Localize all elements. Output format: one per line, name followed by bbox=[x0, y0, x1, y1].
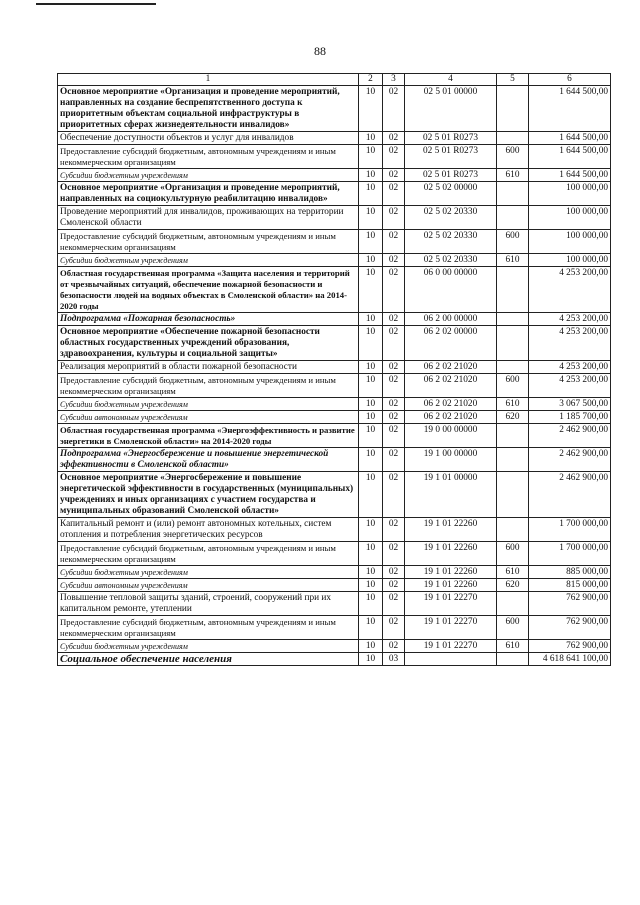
row-amount: 885 000,00 bbox=[529, 566, 611, 579]
row-subsection: 02 bbox=[383, 518, 405, 542]
row-subsection: 02 bbox=[383, 542, 405, 566]
row-subsection: 02 bbox=[383, 326, 405, 361]
row-name: Повышение тепловой защиты зданий, строений, сооружений при их капитальном ремонте, утеплении bbox=[58, 592, 359, 616]
row-section: 10 bbox=[359, 267, 383, 313]
row-amount: 100 000,00 bbox=[529, 182, 611, 206]
row-section: 10 bbox=[359, 640, 383, 653]
row-expense-type: 610 bbox=[497, 566, 529, 579]
row-subsection: 02 bbox=[383, 267, 405, 313]
row-section: 10 bbox=[359, 374, 383, 398]
table-row bbox=[58, 374, 611, 398]
page-number: 88 bbox=[314, 44, 326, 58]
row-name: Предоставление субсидий бюджетным, автономным учреждениям и иным некоммерческим организациям bbox=[58, 145, 359, 169]
table-row bbox=[58, 579, 611, 592]
row-target-code: 06 0 00 00000 bbox=[405, 267, 497, 313]
row-section: 10 bbox=[359, 542, 383, 566]
row-expense-type bbox=[497, 653, 529, 666]
row-expense-type bbox=[497, 182, 529, 206]
row-amount: 1 700 000,00 bbox=[529, 518, 611, 542]
table-row bbox=[58, 267, 611, 313]
row-target-code: 02 5 01 R0273 bbox=[405, 145, 497, 169]
row-amount: 1 644 500,00 bbox=[529, 86, 611, 132]
row-section: 10 bbox=[359, 518, 383, 542]
column-header: 6 bbox=[529, 74, 611, 86]
row-expense-type bbox=[497, 361, 529, 374]
row-target-code: 02 5 01 R0273 bbox=[405, 132, 497, 145]
row-section: 10 bbox=[359, 86, 383, 132]
column-header: 5 bbox=[497, 74, 529, 86]
row-section: 10 bbox=[359, 206, 383, 230]
row-amount: 4 618 641 100,00 bbox=[529, 653, 611, 666]
table-row bbox=[58, 616, 611, 640]
row-target-code: 06 2 02 21020 bbox=[405, 398, 497, 411]
row-name: Основное мероприятие «Организация и проведение мероприятий, направленных на социокультурную реабилитацию инвалидов» bbox=[58, 182, 359, 206]
row-amount: 100 000,00 bbox=[529, 254, 611, 267]
row-expense-type: 610 bbox=[497, 640, 529, 653]
row-name: Областная государственная программа «Защита населения и территорий от чрезвычайных ситуаций, обеспечение пожарной безопасности и безопасности людей на водных объектах в Смоленской области» на 2014-2020 годы bbox=[58, 267, 359, 313]
row-target-code: 19 1 00 00000 bbox=[405, 448, 497, 472]
row-amount: 1 700 000,00 bbox=[529, 542, 611, 566]
row-amount: 1 185 700,00 bbox=[529, 411, 611, 424]
row-expense-type: 600 bbox=[497, 374, 529, 398]
row-subsection: 02 bbox=[383, 472, 405, 518]
row-subsection: 02 bbox=[383, 448, 405, 472]
table-row bbox=[58, 653, 611, 666]
column-header: 1 bbox=[58, 74, 359, 86]
row-target-code: 19 1 01 00000 bbox=[405, 472, 497, 518]
row-amount: 762 900,00 bbox=[529, 640, 611, 653]
row-section: 10 bbox=[359, 579, 383, 592]
table-row bbox=[58, 592, 611, 616]
row-name: Субсидии бюджетным учреждениям bbox=[58, 169, 359, 182]
row-subsection: 02 bbox=[383, 592, 405, 616]
row-name: Капитальный ремонт и (или) ремонт автономных котельных, систем отопления и потребления энергетических ресурсов bbox=[58, 518, 359, 542]
table-row bbox=[58, 132, 611, 145]
row-target-code: 02 5 02 20330 bbox=[405, 230, 497, 254]
row-name: Субсидии автономным учреждениям bbox=[58, 579, 359, 592]
row-subsection: 02 bbox=[383, 640, 405, 653]
row-section: 10 bbox=[359, 313, 383, 326]
table-row bbox=[58, 542, 611, 566]
table-header-row bbox=[58, 74, 611, 86]
row-target-code: 02 5 02 20330 bbox=[405, 254, 497, 267]
budget-table bbox=[57, 73, 611, 666]
row-expense-type bbox=[497, 326, 529, 361]
row-name: Предоставление субсидий бюджетным, автономным учреждениям и иным некоммерческим организациям bbox=[58, 616, 359, 640]
row-expense-type: 620 bbox=[497, 579, 529, 592]
row-target-code: 02 5 01 00000 bbox=[405, 86, 497, 132]
row-target-code: 19 1 01 22260 bbox=[405, 518, 497, 542]
table-row bbox=[58, 254, 611, 267]
row-name: Подпрограмма «Пожарная безопасность» bbox=[58, 313, 359, 326]
row-target-code: 02 5 02 00000 bbox=[405, 182, 497, 206]
row-expense-type: 600 bbox=[497, 145, 529, 169]
row-name: Предоставление субсидий бюджетным, автономным учреждениям и иным некоммерческим организациям bbox=[58, 374, 359, 398]
row-name: Субсидии бюджетным учреждениям bbox=[58, 566, 359, 579]
row-name: Проведение мероприятий для инвалидов, проживающих на территории Смоленской области bbox=[58, 206, 359, 230]
row-subsection: 02 bbox=[383, 86, 405, 132]
table-row bbox=[58, 169, 611, 182]
row-amount: 2 462 900,00 bbox=[529, 448, 611, 472]
row-target-code: 19 1 01 22260 bbox=[405, 566, 497, 579]
row-section: 10 bbox=[359, 411, 383, 424]
table-row bbox=[58, 566, 611, 579]
row-section: 10 bbox=[359, 398, 383, 411]
row-amount: 2 462 900,00 bbox=[529, 472, 611, 518]
row-name: Социальное обеспечение населения bbox=[58, 653, 359, 666]
row-section: 10 bbox=[359, 616, 383, 640]
row-expense-type bbox=[497, 206, 529, 230]
column-header: 2 bbox=[359, 74, 383, 86]
row-expense-type: 600 bbox=[497, 616, 529, 640]
row-expense-type bbox=[497, 518, 529, 542]
row-section: 10 bbox=[359, 566, 383, 579]
row-target-code: 19 0 00 00000 bbox=[405, 424, 497, 448]
table-row bbox=[58, 326, 611, 361]
row-subsection: 02 bbox=[383, 616, 405, 640]
row-target-code: 06 2 02 21020 bbox=[405, 411, 497, 424]
row-section: 10 bbox=[359, 653, 383, 666]
row-expense-type: 620 bbox=[497, 411, 529, 424]
table-row bbox=[58, 640, 611, 653]
row-expense-type: 600 bbox=[497, 542, 529, 566]
row-subsection: 02 bbox=[383, 411, 405, 424]
row-amount: 4 253 200,00 bbox=[529, 374, 611, 398]
row-amount: 1 644 500,00 bbox=[529, 169, 611, 182]
table-body bbox=[58, 86, 611, 666]
row-expense-type bbox=[497, 472, 529, 518]
row-target-code: 02 5 02 20330 bbox=[405, 206, 497, 230]
row-name: Предоставление субсидий бюджетным, автономным учреждениям и иным некоммерческим организациям bbox=[58, 542, 359, 566]
row-amount: 3 067 500,00 bbox=[529, 398, 611, 411]
row-target-code: 02 5 01 R0273 bbox=[405, 169, 497, 182]
row-name: Субсидии бюджетным учреждениям bbox=[58, 640, 359, 653]
row-name: Предоставление субсидий бюджетным, автономным учреждениям и иным некоммерческим организациям bbox=[58, 230, 359, 254]
table-row bbox=[58, 518, 611, 542]
row-section: 10 bbox=[359, 326, 383, 361]
row-name: Основное мероприятие «Организация и проведение мероприятий, направленных на создание беспрепятственного доступа к приоритетным объектам социальной инфраструктуры в приоритетных сферах жизнедеятельности инвалидов» bbox=[58, 86, 359, 132]
row-expense-type: 610 bbox=[497, 169, 529, 182]
row-target-code: 19 1 01 22260 bbox=[405, 542, 497, 566]
table-row bbox=[58, 86, 611, 132]
row-expense-type bbox=[497, 313, 529, 326]
table-row bbox=[58, 398, 611, 411]
row-name: Основное мероприятие «Обеспечение пожарной безопасности областных государственных учреждений образования, здравоохранения, культуры и социальной защиты» bbox=[58, 326, 359, 361]
column-header: 3 bbox=[383, 74, 405, 86]
row-amount: 762 900,00 bbox=[529, 616, 611, 640]
row-subsection: 02 bbox=[383, 182, 405, 206]
row-subsection: 02 bbox=[383, 398, 405, 411]
table-row bbox=[58, 313, 611, 326]
row-target-code: 06 2 00 00000 bbox=[405, 313, 497, 326]
row-section: 10 bbox=[359, 230, 383, 254]
row-amount: 4 253 200,00 bbox=[529, 313, 611, 326]
row-amount: 815 000,00 bbox=[529, 579, 611, 592]
row-subsection: 02 bbox=[383, 169, 405, 182]
row-expense-type bbox=[497, 132, 529, 145]
table-row bbox=[58, 472, 611, 518]
row-section: 10 bbox=[359, 424, 383, 448]
row-amount: 4 253 200,00 bbox=[529, 267, 611, 313]
row-name: Областная государственная программа «Энергоэффективность и развитие энергетики в Смоленской области» на 2014-2020 годы bbox=[58, 424, 359, 448]
row-section: 10 bbox=[359, 254, 383, 267]
row-amount: 4 253 200,00 bbox=[529, 326, 611, 361]
row-name: Субсидии автономным учреждениям bbox=[58, 411, 359, 424]
row-subsection: 02 bbox=[383, 313, 405, 326]
column-header: 4 bbox=[405, 74, 497, 86]
row-amount: 100 000,00 bbox=[529, 230, 611, 254]
table-row bbox=[58, 448, 611, 472]
table-row bbox=[58, 145, 611, 169]
row-section: 10 bbox=[359, 132, 383, 145]
row-name: Подпрограмма «Энергосбережение и повышение энергетической эффективности в Смоленской области» bbox=[58, 448, 359, 472]
row-subsection: 02 bbox=[383, 566, 405, 579]
row-target-code: 19 1 01 22260 bbox=[405, 579, 497, 592]
row-subsection: 02 bbox=[383, 145, 405, 169]
row-subsection: 03 bbox=[383, 653, 405, 666]
row-section: 10 bbox=[359, 169, 383, 182]
table-row bbox=[58, 182, 611, 206]
row-expense-type bbox=[497, 424, 529, 448]
row-subsection: 02 bbox=[383, 254, 405, 267]
row-expense-type bbox=[497, 86, 529, 132]
row-section: 10 bbox=[359, 182, 383, 206]
row-amount: 100 000,00 bbox=[529, 206, 611, 230]
row-subsection: 02 bbox=[383, 206, 405, 230]
row-name: Основное мероприятие «Энергосбережение и повышение энергетической эффективности в государственных (муниципальных) учреждениях и иных организациях с участием государства и муниципальных образований Смоленской области» bbox=[58, 472, 359, 518]
row-section: 10 bbox=[359, 472, 383, 518]
table-row bbox=[58, 230, 611, 254]
row-target-code bbox=[405, 653, 497, 666]
row-target-code: 19 1 01 22270 bbox=[405, 616, 497, 640]
row-target-code: 06 2 02 21020 bbox=[405, 361, 497, 374]
row-section: 10 bbox=[359, 448, 383, 472]
row-target-code: 19 1 01 22270 bbox=[405, 640, 497, 653]
row-expense-type: 610 bbox=[497, 254, 529, 267]
row-target-code: 06 2 02 21020 bbox=[405, 374, 497, 398]
row-section: 10 bbox=[359, 145, 383, 169]
row-section: 10 bbox=[359, 361, 383, 374]
table-row bbox=[58, 411, 611, 424]
row-name: Субсидии бюджетным учреждениям bbox=[58, 398, 359, 411]
row-name: Обеспечение доступности объектов и услуг для инвалидов bbox=[58, 132, 359, 145]
row-name: Реализация мероприятий в области пожарной безопасности bbox=[58, 361, 359, 374]
row-expense-type: 600 bbox=[497, 230, 529, 254]
row-amount: 762 900,00 bbox=[529, 592, 611, 616]
row-subsection: 02 bbox=[383, 230, 405, 254]
row-subsection: 02 bbox=[383, 374, 405, 398]
table-row bbox=[58, 361, 611, 374]
row-expense-type bbox=[497, 592, 529, 616]
row-amount: 4 253 200,00 bbox=[529, 361, 611, 374]
table-row bbox=[58, 206, 611, 230]
row-amount: 2 462 900,00 bbox=[529, 424, 611, 448]
row-subsection: 02 bbox=[383, 579, 405, 592]
row-target-code: 06 2 02 00000 bbox=[405, 326, 497, 361]
row-target-code: 19 1 01 22270 bbox=[405, 592, 497, 616]
row-amount: 1 644 500,00 bbox=[529, 145, 611, 169]
row-subsection: 02 bbox=[383, 132, 405, 145]
row-name: Субсидии бюджетным учреждениям bbox=[58, 254, 359, 267]
row-subsection: 02 bbox=[383, 424, 405, 448]
row-section: 10 bbox=[359, 592, 383, 616]
table-row bbox=[58, 424, 611, 448]
row-amount: 1 644 500,00 bbox=[529, 132, 611, 145]
row-expense-type bbox=[497, 267, 529, 313]
top-rule bbox=[36, 3, 156, 5]
row-expense-type bbox=[497, 448, 529, 472]
row-subsection: 02 bbox=[383, 361, 405, 374]
row-expense-type: 610 bbox=[497, 398, 529, 411]
